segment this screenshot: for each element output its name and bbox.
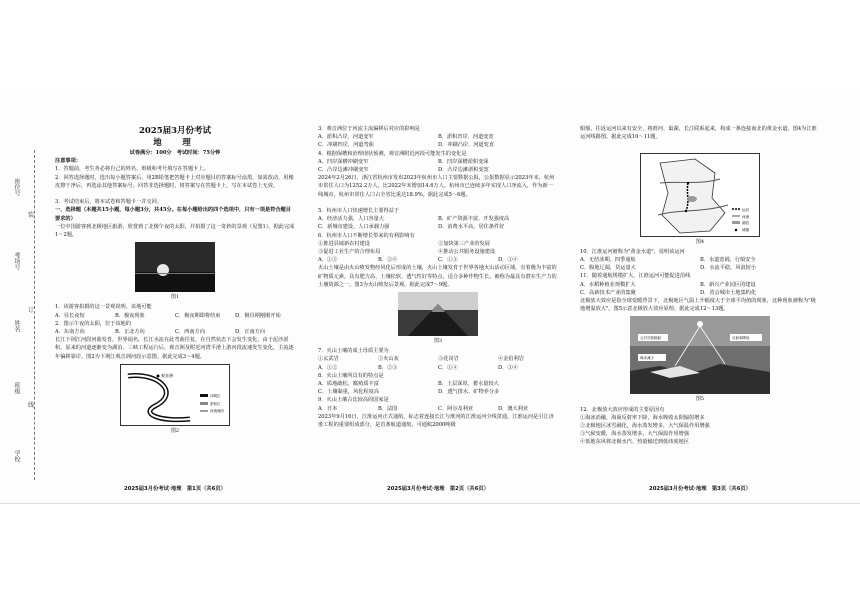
answer-options (318, 405, 558, 413)
answer-options (318, 141, 558, 149)
answer-options (580, 256, 820, 264)
option: D．透气排水，矿物养分多 (438, 389, 500, 396)
class-label: 班级 (13, 382, 20, 394)
page-footer: 2025届3月份考试·地理 第2页（共6页） (387, 486, 489, 492)
option: A．无结冰期，四季通航 (580, 257, 636, 263)
passage: 北极放大效应是指全球变暖背景下，北极地区气温上升幅度大于全球平均值的现象，这种现象被称为"极地增温放大"。图5示意北极放大效应原理。据此完成12～13题。 (580, 298, 816, 313)
diagram-label: 海冰减少 (640, 356, 654, 361)
statement: ③气候变暖，海水蒸发增多，大气保温作用增强 (580, 431, 689, 438)
option: D．极昼期刚刚开始 (235, 312, 281, 319)
option: C．腹地辽阔，货运量大 (580, 265, 636, 272)
answer-options (580, 289, 820, 297)
option: B．矿产资源丰富，开发强度高 (438, 216, 510, 223)
figure-caption: 图4 (695, 238, 705, 245)
option: D．消费水平高，居住条件好 (438, 224, 505, 231)
option: C．凸岸边滩冲刷变窄 (318, 167, 369, 174)
option: ①推进县域新农村建设 (318, 240, 370, 247)
option: D．冲刷凸岸，河道变直 (438, 142, 495, 149)
option: C．土壤黏重，风化程度高 (318, 389, 380, 396)
exam-title: 2025届3月份考试 (138, 126, 212, 136)
binding-strip (12, 150, 42, 480)
answer-options (318, 215, 558, 223)
option: A．日本 (318, 405, 338, 412)
question-stem: 1．该游客拍摄的这一景观说明，该地可能 (55, 304, 152, 311)
river-bend-map (120, 364, 230, 426)
statement: ①海冰消融，海面反射率下降，海水吸收太阳辐射增多 (580, 414, 705, 421)
option: A．凹岸深槽冲刷变窄 (318, 158, 369, 165)
passage: 长江下荆江河段河曲发育，世界闻名，长江水流在此弯曲往复，在自然状态下会发生变化，由于泥沙淤积，原来的河道逐渐变为湖泊。三峡工程运行后，观音洲及附近河湾平滑上游河段流速发生变化，主流逐年偏移靠岸。图2为下荆江观音洲河段示意图。据此完成3～4题。 (55, 337, 294, 360)
exam-room-label: 考场号 (13, 252, 20, 270)
question-stem: 10．江淮运河被称为"黄金水道"，说明该运河 (580, 248, 685, 255)
question-stem: 4．根据保槽和治理现状预测，观音洲附近河段可能发生的变化是 (318, 150, 467, 157)
binding-mark: 装 (28, 212, 35, 219)
diagram-label: 云对长波辐射 (640, 336, 661, 341)
school-label: 学校 (13, 450, 20, 462)
page-column-2 (318, 125, 558, 437)
midnight-sun-photo (135, 242, 215, 292)
legend-label: 湖泊 (742, 220, 749, 225)
legend-label: 城镇 (742, 227, 749, 232)
option: A．经济活力强，人口容量大 (318, 216, 384, 223)
option: A．东南方向 (55, 328, 85, 335)
option: D．凸岸边滩淤积变宽 (438, 167, 489, 174)
option: ②加快第三产业的发展 (438, 240, 490, 247)
place-label: 观音洲 (161, 372, 173, 378)
exam-meta: 试卷满分：100分 考试时间：75分钟 (129, 150, 221, 156)
passage: 2024年2月26日，浙江省杭州市发布2023年杭州市人口主要数据公报，公报数据显示2023年末，杭州市常住人口为1252.2万人，比2022年末增加14.6万人。杭州市已连续多年实现人口净流入，作为新一线城市，杭州市常住人口占全省比重达18.9%。据此完成5～6题。 (318, 175, 555, 198)
option: B．土层深厚，蓄水量较大 (438, 381, 499, 388)
option: B．凹岸深槽淤积变深 (438, 158, 489, 165)
canal-route-map (640, 153, 760, 237)
answer-options (318, 158, 558, 166)
passage: 火山土壤是由火山喷发物经风化后形成的土壤，火山土壤发育于世界各地火山活动区域，有着极为丰富的矿物质元素，具有肥力高、土壤松软、透气性好等特点，适合多种作物生长。被称为最具有潜在生产力的土壤资源之一。图3为火山喷发后景观。据此完成7～9题。 (318, 265, 557, 288)
option: A．水稻种植业规模扩大 (580, 281, 636, 288)
volcano-photo (398, 292, 478, 336)
figure-caption: 图1 (170, 294, 180, 301)
legend-label: 冲刷区 (210, 393, 221, 398)
legend-label: 河流 (742, 214, 749, 219)
option: C．极夜期即将结束 (175, 312, 221, 319)
option: D．③④ (498, 257, 518, 264)
option: D．省会城市土地集约化 (700, 289, 757, 296)
legend-label: 运河 (742, 207, 749, 212)
seat-number-label: 座位号 (13, 178, 20, 196)
option: B．②④ (378, 257, 398, 264)
page-footer: 2025届3月份考试·地理 第1页（共6页） (124, 486, 226, 492)
answer-options (318, 364, 558, 372)
section-title: 一、选择题（本题共15小题，每小题3分，共45分。在每小题给出的四个选项中，只有一项是符合题目要求的） (55, 207, 291, 222)
option: D．正南方向 (235, 328, 266, 335)
answer-options (55, 312, 295, 320)
option: A．淤积凸岸，河道变窄 (318, 134, 374, 141)
question-stem: 5．杭州市人口快速增长主要得益于 (318, 208, 400, 215)
option: C．高新技术产业的集聚 (580, 289, 636, 296)
option: A．质地疏松，腐殖质丰富 (318, 381, 379, 388)
option: C．①③ (438, 257, 458, 264)
question-stem: 6．杭州市人口不断增长带来的有利影响有 (318, 232, 415, 239)
question-stem: 8．火山土壤所具有的特点是 (318, 372, 384, 379)
statement: ④低地东风将北极水汽、热量输送到低纬度地区 (580, 439, 689, 446)
option: B．水道宽阔，行船安全 (700, 257, 756, 263)
question-stem: 7．火山土壤的成土母质主要为 (318, 348, 389, 355)
option: B．②③ (378, 364, 398, 371)
answer-options (318, 166, 558, 174)
figure-caption: 图2 (170, 427, 180, 434)
figure-caption: 图3 (433, 338, 443, 345)
statement: ②北极地区冰雪融化，海水蒸发增多，大气保温作用增强 (580, 423, 710, 430)
subject-title: 地 理 (153, 138, 197, 148)
answer-options (318, 133, 558, 141)
option: ③促进工业生产的合理布局 (318, 249, 381, 256)
option: C．西南方向 (175, 328, 205, 335)
answer-options (318, 256, 558, 264)
binding-mark: 线 (28, 402, 35, 409)
option: D．水流平稳，风浪较小 (700, 265, 757, 272)
notice-item: 1．答题前，考生务必将自己的姓名、班级和考号填写在答题卡上。 (55, 166, 209, 173)
option: C．冲刷凹岸，河道弯曲 (318, 142, 374, 149)
notice-title: 注意事项： (55, 158, 81, 165)
passage: 一位中国游客到北极地区旅游，欣赏到了北极午夜的太阳，并拍摄了这一奇妙的景观（见图1）。据此完成1～2题。 (55, 223, 295, 238)
option: B．新兴产业园区的建设 (700, 281, 756, 288)
question-stem: 3．观音洲位于河流主流偏移后对应的影响是 (318, 126, 420, 132)
answer-options (55, 328, 295, 336)
answer-options (580, 264, 820, 272)
diagram-label: 反射率降低 (732, 336, 750, 341)
passage: 船舶，往返运河以来有安全，将淮河、巢湖、长江联系起来，构成一条连接南北的黄金水道。图4为江淮运河线路图。据此完成10～11题。 (580, 126, 817, 141)
statement: ①玄武岩 (318, 356, 339, 363)
answer-options (318, 248, 558, 256)
passage: 2023年9月16日，江淮运河正式通航，标志着连接长江与淮河的江淮运河全线贯通。江淮运河是引江济淮工程的重要组成部分，是首条航道通航，可通航2000吨级 (318, 413, 554, 429)
option: A．①② (318, 257, 338, 264)
legend-label: 淤积区 (210, 401, 221, 406)
legend-label: 河流流向 (210, 408, 224, 413)
option: D．澳大利亚 (498, 405, 529, 412)
option: A．昼长夜短 (55, 312, 85, 319)
notice-item: 2．回答选择题时，选出每小题答案后，用2B铅笔把答题卡上对应题目的答案标号涂黑，如需改动，用橡皮擦干净后，再选涂其他答案标号。回答非选择题时，将答案写在答题卡上，写在本试卷上无效。 (55, 174, 294, 189)
binding-line (34, 150, 35, 480)
name-label: 姓名 (13, 320, 20, 332)
question-stem: 12．北极放大效应形成的主要原因有 (580, 406, 665, 413)
option: B．极夜现象 (115, 312, 145, 319)
statement-list (318, 355, 558, 363)
statement: ②火山灰 (378, 356, 399, 363)
option: C．①④ (438, 364, 458, 371)
answer-options (318, 388, 558, 396)
page-column-3 (580, 125, 820, 447)
page-footer: 2025届3月份考试·地理 第3页（共6页） (649, 486, 751, 492)
answer-options (580, 281, 820, 289)
figure-caption: 图5 (695, 396, 705, 403)
option: B．淤积凹岸，河道变宽 (438, 134, 494, 141)
option: C．新城市建设，人口承载力强 (318, 224, 390, 231)
arctic-amplification-diagram (630, 316, 770, 394)
option: C．阿尔及利亚 (438, 405, 474, 412)
answer-options (318, 240, 558, 248)
statement: ③花岗岩 (438, 356, 459, 363)
answer-options (318, 380, 558, 388)
option: A．①② (318, 364, 338, 371)
notice-item: 3．考试结束后，将本试卷和答题卡一并交回。 (55, 199, 163, 206)
page-divider (0, 503, 860, 504)
option: D．③④ (498, 364, 518, 371)
binding-mark: 订 (28, 307, 35, 314)
option: B．法国 (378, 405, 398, 412)
question-stem: 11．随着通航规模扩大，江淮运河可能促进沿线 (580, 273, 691, 280)
question-stem: 2．图示午夜的太阳，位于该地的 (55, 320, 131, 327)
page-column-1 (55, 125, 295, 437)
option: B．正北方向 (115, 328, 145, 335)
statement: ④金伯利岩 (498, 356, 524, 363)
option: ④推动公共服务设施建设 (438, 249, 496, 256)
answer-options (318, 223, 558, 231)
question-stem: 9．火山土壤占比较高的国家是 (318, 397, 389, 404)
